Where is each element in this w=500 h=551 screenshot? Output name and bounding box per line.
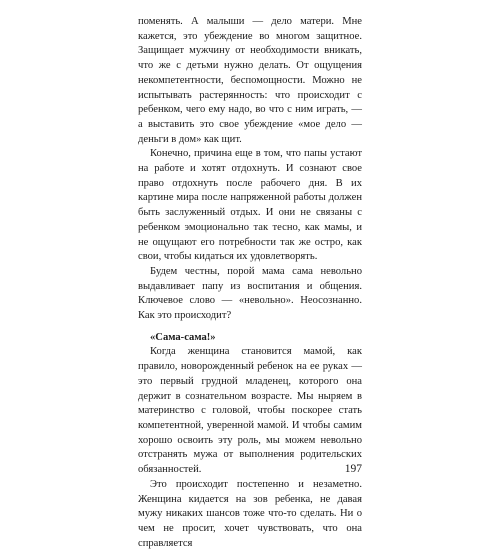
page-number: 197: [344, 463, 362, 475]
paragraph: поменять. А малыши — дело матери. Мне кажется, это убеждение во многом защитное. Защищает мужчину от необходимости вникать, что же с детьми нужно делать. От ощущения некомпетентности, беспомощности. Можно не испытывать растерянность: что происходит с ребенком, чего ему надо, во что с ним играть, — а выставить это свое убеждение «мое дело — деньги в дом» как щит.: [138, 16, 362, 145]
paragraph: Когда женщина становится мамой, как правило, новорожденный ребенок на ее руках — это первый грудной младенец, которого она держит в сознательном возрасте. Мы ныряем в материнство с головой, чтобы поскорее стать компетентной, уверенной мамой. И чтобы самим хорошо освоить эту роль, мы можем невольно отстранять мужа от выполнения родительских обязанностей.: [138, 346, 362, 476]
paragraph: Конечно, причина еще в том, что папы устают на работе и хотят отдохнуть. И сознают свое право отдохнуть после рабочего дня. В их картине мира после напряженной работы должен быть заслуженный отдых. И они не связаны с ребенком эмоционально так тесно, как мамы, и не ощущают его потребности так же остро, как свои, чтобы кидаться их удовлетворять.: [138, 148, 362, 263]
section-heading: «Сама-сама!»: [150, 331, 216, 343]
paragraph: Будем честны, порой мама сама невольно выдавливает папу из воспитания и общения. Ключевое слово — «невольно». Неосознанно. Как это происходит?: [138, 265, 362, 322]
paragraph: Это происходит постепенно и незаметно. Женщина кидается на зов ребенка, не давая мужу никаких шансов тоже что-то сделать. Ни о чем не просит, хочет чувствовать, что она справляется: [138, 478, 362, 549]
